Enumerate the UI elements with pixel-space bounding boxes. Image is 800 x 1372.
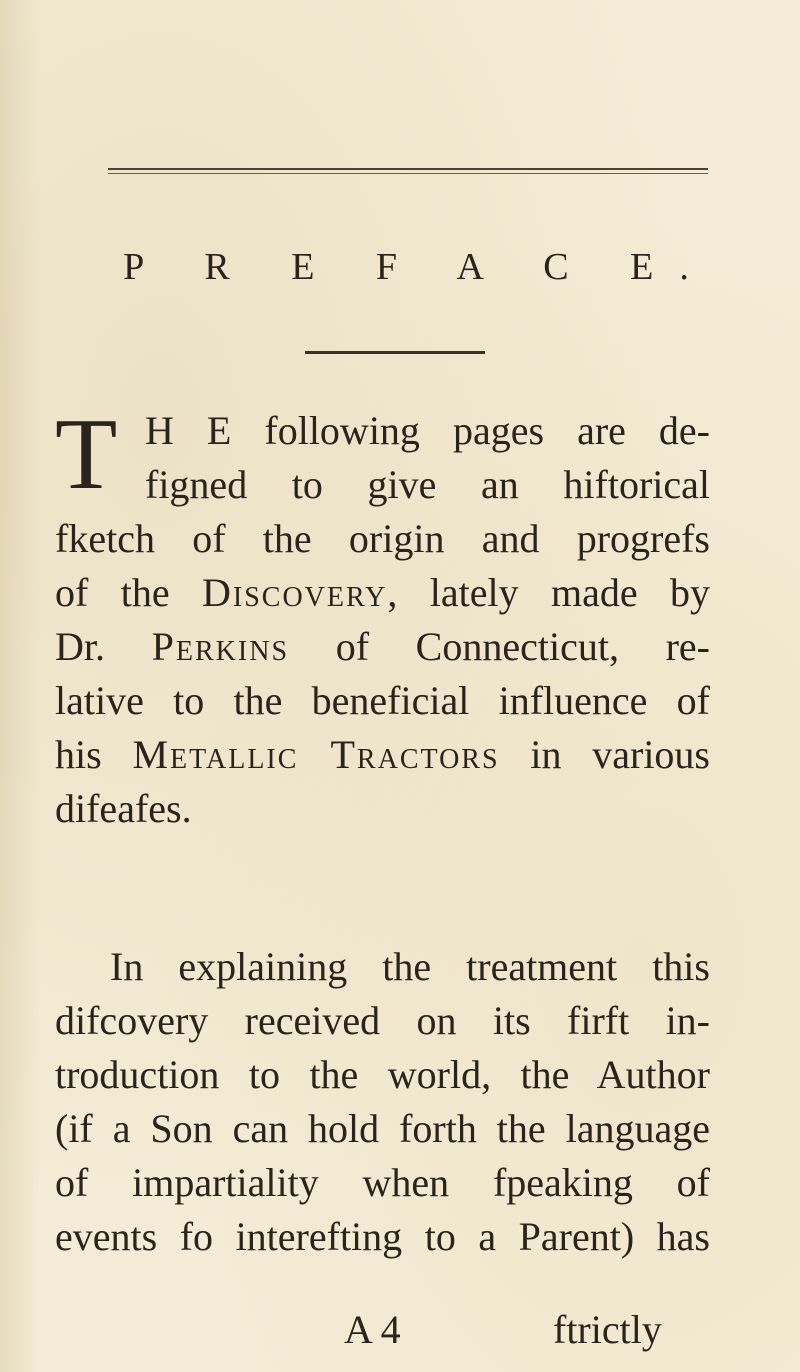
paragraph-1-line-7 [55, 728, 710, 782]
paragraph-1-line-1: H E following pages are de- [145, 408, 710, 453]
paragraph-1-line-6: lative to the beneficial influence of [55, 678, 710, 723]
page-title: P R E F A C E. [123, 246, 715, 288]
text-fragment: , lately made by [387, 570, 711, 615]
signature-mark: A 4 [344, 1307, 401, 1352]
paragraph-1-line-5 [55, 620, 710, 674]
paragraph-2-line-3: troduction to the world, the Author [55, 1052, 710, 1097]
drop-cap: T [55, 398, 118, 511]
paragraph-2-line-4: (if a Son can hold forth the language [55, 1106, 710, 1151]
paragraph-2-line-2: difcovery received on its firft in- [55, 998, 710, 1043]
paragraph-1 [55, 398, 711, 836]
paragraph-2 [55, 940, 710, 1264]
small-caps-discovery: Discovery [201, 570, 388, 615]
top-border-rule [108, 168, 708, 170]
title-divider [305, 351, 485, 354]
text-fragment: of Connecticut, re- [289, 624, 710, 669]
text-fragment: of the [55, 570, 202, 615]
paragraph-1-line-2: figned to give an hiftorical [145, 462, 710, 507]
paragraph-1-line-3: fketch of the origin and progrefs [55, 516, 710, 561]
text-fragment: his [55, 732, 133, 777]
small-caps-perkins: Perkins [151, 624, 290, 669]
top-border-rule-thin [108, 173, 708, 174]
text-fragment: Dr. [55, 624, 152, 669]
paragraph-2-line-1: In explaining the treatment this [110, 944, 710, 989]
text-fragment: in various [499, 732, 710, 777]
paragraph-2-line-6: events fo interefting to a Parent) has [55, 1214, 710, 1259]
paragraph-2-line-5: of impartiality when fpeaking of [55, 1160, 710, 1205]
paragraph-1-line-8: difeafes. [55, 786, 192, 831]
paragraph-1-line-4 [55, 566, 710, 620]
small-caps-tractors: Metallic Tractors [132, 732, 500, 777]
catchword: ftrictly [553, 1307, 662, 1352]
